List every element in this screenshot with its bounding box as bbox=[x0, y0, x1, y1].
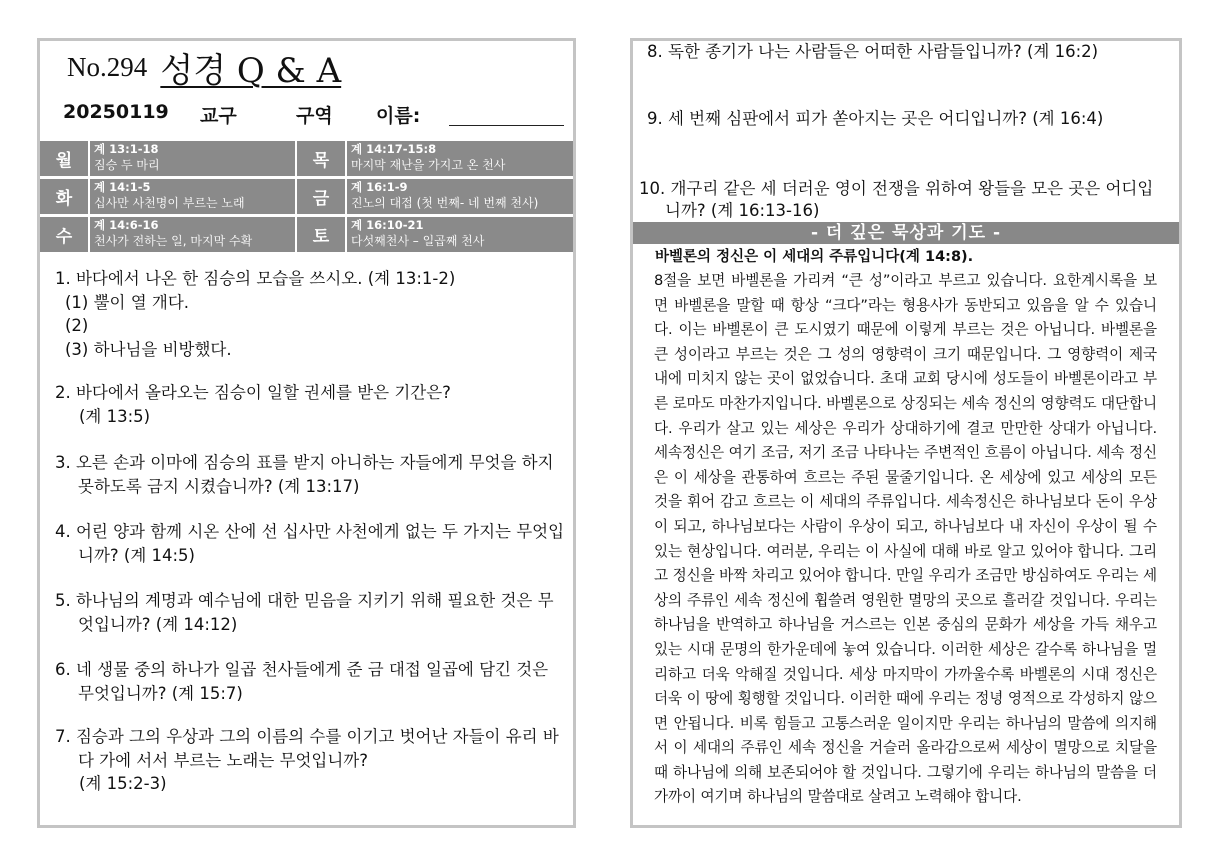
day-mon: 월 bbox=[40, 141, 88, 176]
reading-ref: 계 13:1-18 bbox=[94, 142, 159, 156]
name-label: 이름: bbox=[376, 105, 421, 127]
question-text: 9. 세 번째 심판에서 피가 쏟아지는 곳은 어디입니까? (계 16:4) bbox=[647, 109, 1104, 128]
question-text: 10. 개구리 같은 세 더러운 영이 전쟁을 위하여 왕들을 모은 곳은 어디입니까? (계 16:13-16) bbox=[639, 179, 1154, 220]
question-text: 8. 독한 종기가 나는 사람들은 어떠한 사람들입니까? (계 16:2) bbox=[647, 42, 1099, 61]
question-3 bbox=[55, 451, 565, 498]
reading-ref: 계 16:1-9 bbox=[351, 180, 408, 194]
question-5 bbox=[55, 589, 565, 636]
date: 20250119 bbox=[63, 101, 169, 123]
answer-line: (3) 하나님을 비방했다. bbox=[65, 339, 232, 359]
question-sheet-left bbox=[37, 38, 576, 828]
issue-number: No.294 bbox=[67, 52, 148, 82]
question-ref: (계 15:2-3) bbox=[79, 774, 167, 793]
question-6 bbox=[55, 658, 565, 705]
reading-ref: 계 14:6-16 bbox=[94, 218, 159, 232]
name-blank-line bbox=[449, 125, 564, 126]
reading-text: 마지막 재난을 가지고 온 천사 bbox=[351, 157, 506, 172]
question-10 bbox=[639, 178, 1159, 222]
reading-thu bbox=[347, 141, 573, 176]
reading-ref: 계 16:10-21 bbox=[351, 218, 424, 232]
sheet-header bbox=[67, 43, 341, 91]
reading-sat bbox=[347, 217, 573, 252]
meditation-header-bar: - 더 깊은 묵상과 기도 - bbox=[633, 222, 1179, 244]
answer-line: (2) bbox=[65, 316, 89, 335]
question-text: 5. 하나님의 계명과 예수님에 대한 믿음을 지키기 위해 필요한 것은 무엇입니까? (계 14:12) bbox=[55, 591, 554, 634]
info-row bbox=[63, 99, 553, 129]
district-label: 교구 bbox=[200, 105, 237, 127]
sheet-title: 성경 Q & A bbox=[160, 51, 342, 91]
question-7 bbox=[55, 725, 565, 796]
question-8 bbox=[647, 41, 1159, 63]
question-text: 2. 바다에서 올라오는 짐승이 일할 권세를 받은 기간은? bbox=[55, 383, 451, 402]
day-fri: 금 bbox=[297, 179, 345, 214]
question-2 bbox=[55, 381, 565, 428]
day-sat: 토 bbox=[297, 217, 345, 252]
question-4 bbox=[55, 520, 565, 567]
reading-text: 짐승 두 마리 bbox=[94, 157, 160, 172]
question-text: 4. 어린 양과 함께 시온 산에 선 십사만 사천에게 없는 두 가지는 무엇입니까? (계 14:5) bbox=[55, 522, 565, 565]
reading-text: 다섯째천사 – 일곱째 천사 bbox=[351, 233, 485, 248]
reading-ref: 계 14:1-5 bbox=[94, 180, 151, 194]
question-sheet-right bbox=[630, 38, 1182, 828]
reading-text: 십사만 사천명이 부르는 노래 bbox=[94, 195, 245, 210]
question-text: 1. 바다에서 나온 한 짐승의 모습을 쓰시오. (계 13:1-2) bbox=[55, 269, 456, 288]
day-thu: 목 bbox=[297, 141, 345, 176]
reading-tue bbox=[90, 179, 295, 214]
question-text: 3. 오른 손과 이마에 짐승의 표를 받지 아니하는 자들에게 무엇을 하지 못하도록 금지 시켰습니까? (계 13:17) bbox=[55, 453, 554, 496]
reading-schedule bbox=[40, 141, 573, 255]
zone-label: 구역 bbox=[296, 105, 333, 127]
day-tue: 화 bbox=[40, 179, 88, 214]
question-ref: (계 13:5) bbox=[79, 406, 151, 426]
question-9 bbox=[647, 108, 1159, 130]
reading-wed bbox=[90, 217, 295, 252]
question-1 bbox=[55, 267, 565, 361]
reading-mon bbox=[90, 141, 295, 176]
question-text: 7. 짐승과 그의 우상과 그의 이름의 수를 이기고 벗어난 자들이 유리 바다 가에 서서 부르는 노래는 무엇입니까? bbox=[55, 727, 559, 770]
meditation-title: 바벨론의 정신은 이 세대의 주류입니다(계 14:8). bbox=[655, 249, 974, 265]
reading-ref: 계 14:17-15:8 bbox=[351, 142, 437, 156]
meditation-body: 8절을 보면 바벨론을 가리켜 “큰 성”이라고 부르고 있습니다. 요한계시록을 보면 바벨론을 말할 때 항상 “크다”라는 형용사가 동반되고 있음을 알 수 있습니다. 이는 바벨론이 큰 도시였기 때문에 이렇게 부르는 것은 아닙니다. 바벨론을 큰 성이라고 부르는 것은 그 성의 영향력이 크기 때문입니다. 그 영향력이 제국 내에 미치지 않는 곳이 없었습니다. 초대 교회 당시에 성도들이 바벨론이라고 부른 로마도 마찬가지입니다. 바벨론으로 상징되는 세속 정신의 영향력도 대단합니다. 우리가 살고 있는 세상은 우리가 상대하기에 결코 만만한 상대가 아닙니다. 세속정신은 여기 조금, 저기 조금 나타나는 주변적인 흐름이 아닙니다. 세속 정신은 이 세상을 관통하여 흐르는 주된 물줄기입니다. 온 세상에 있고 세상의 모든 것을 휘어 감고 흐르는 이 세대의 주류입니다. 세속정신은 하나님보다 돈이 우상이 되고, 하나님보다는 사람이 우상이 되고, 하나님보다 내 자신이 우상이 될 수 있는 현상입니다. 여러분, 우리는 이 사실에 대해 바로 알고 있어야 합니다. 그리고 정신을 바짝 차리고 있어야 합니다. 만일 우리가 조금만 방심하여도 우리는 세상의 주류인 세속 정신에 휩쓸려 영원한 멸망의 곳으로 흘러갈 것입니다. 우리는 하나님을 반역하고 하나님을 거스르는 인본 중심의 문화가 세상을 가득 채우고 있는 시대 문명의 한가운데에 놓여 있습니다. 이러한 세상은 갈수록 하나님을 멀리하고 더욱 악해질 것입니다. 세상 마지막이 가까울수록 바벨론의 시대 정신은 더욱 이 땅에 횡행할 것입니다. 이러한 때에 우리는 정녕 영적으로 각성하지 않으면 안됩니다. 비록 힘들고 고통스러운 일이지만 우리는 하나님의 말씀에 의지해서 이 세대의 주류인 세속 정신을 거슬러 올라감으로써 세상이 멸망으로 치달을 때 하나님에 의해 보존되어야 할 것입니다. 그렇기에 우리는 하나님의 말씀을 더 가까이 여기며 하나님의 말씀대로 살려고 노력해야 합니다. bbox=[654, 272, 1157, 806]
reading-fri bbox=[347, 179, 573, 214]
reading-text: 진노의 대접 (첫 번째- 네 번째 천사) bbox=[351, 195, 539, 210]
answer-line: (1) 뿔이 열 개다. bbox=[65, 292, 190, 312]
reading-text: 천사가 전하는 일, 마지막 수확 bbox=[94, 233, 253, 248]
question-text: 6. 네 생물 중의 하나가 일곱 천사들에게 준 금 대접 일곱에 담긴 것은 무엇입니까? (계 15:7) bbox=[55, 660, 549, 703]
day-wed: 수 bbox=[40, 217, 88, 252]
